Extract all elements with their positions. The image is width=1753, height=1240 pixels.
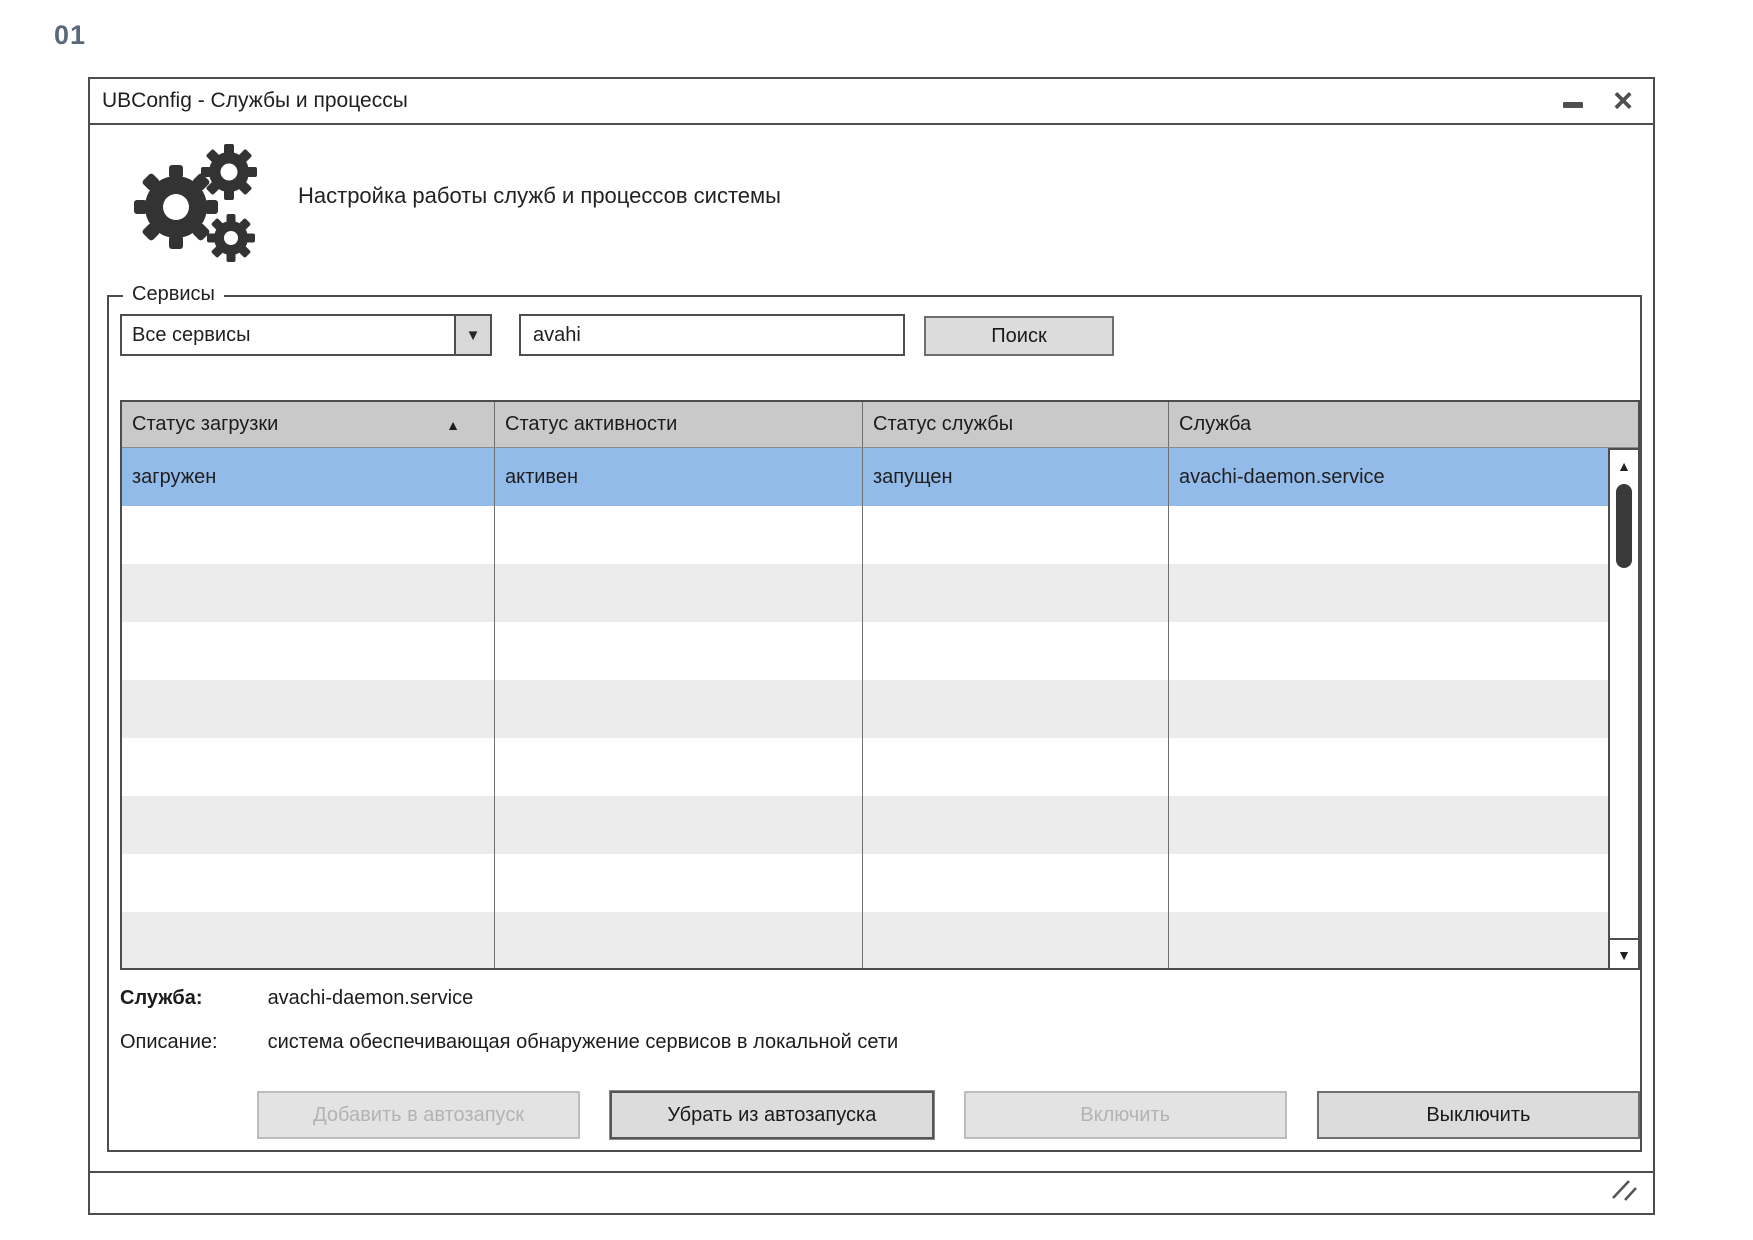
chevron-down-icon: ▼ (465, 326, 481, 344)
table-row-empty (122, 506, 1638, 564)
remove-from-autostart-button[interactable]: Убрать из автозапуска (610, 1091, 933, 1139)
column-header-service-status[interactable]: Статус службы (863, 402, 1169, 447)
scroll-down-button[interactable] (1610, 938, 1638, 970)
table-body (122, 448, 1638, 968)
window-title: UBConfig - Службы и процессы (102, 89, 408, 112)
groupbox-legend: Сервисы (123, 283, 224, 306)
service-label: Служба: (120, 987, 203, 1009)
service-filter-dropdown[interactable] (120, 314, 492, 356)
description-label: Описание: (120, 1031, 218, 1053)
action-buttons-bar (257, 1091, 1640, 1139)
description-value: система обеспечивающая обнаружение сервисов в локальной сети (267, 1031, 899, 1053)
column-header-service[interactable]: Служба (1179, 413, 1252, 435)
minimize-button[interactable] (1553, 79, 1593, 123)
table-row-empty (122, 854, 1638, 912)
service-value: avachi-daemon.service (267, 987, 474, 1009)
column-header-active-status[interactable]: Статус активности (495, 402, 863, 447)
description-info-row (120, 1031, 898, 1054)
scrollbar-thumb[interactable] (1616, 484, 1632, 568)
dropdown-selected-value: Все сервисы (132, 323, 251, 346)
table-row-empty (122, 738, 1638, 796)
figure-number-label: 01 (54, 20, 87, 50)
minimize-icon (1563, 102, 1583, 108)
table-header (122, 402, 1638, 448)
scroll-up-icon: ▲ (1617, 458, 1631, 474)
vertical-scrollbar[interactable] (1608, 448, 1638, 970)
enable-service-button[interactable]: Включить (964, 1091, 1287, 1139)
search-button[interactable]: Поиск (924, 316, 1114, 356)
service-info-row (120, 987, 473, 1010)
table-row-selected[interactable]: загружен активен запущен avachi-daemon.service (122, 448, 1638, 506)
gears-icon (130, 143, 265, 270)
window-titlebar[interactable] (90, 79, 1653, 125)
close-button[interactable] (1603, 79, 1643, 123)
services-table (120, 400, 1640, 970)
resize-grip-icon[interactable] (1609, 1176, 1643, 1207)
sort-asc-icon: ▲ (446, 416, 460, 433)
page-title: Настройка работы служб и процессов системы (298, 183, 781, 208)
search-input[interactable] (519, 314, 905, 356)
add-to-autostart-button[interactable]: Добавить в автозапуск (257, 1091, 580, 1139)
scroll-down-icon: ▼ (1617, 947, 1631, 963)
disable-service-button[interactable]: Выключить (1317, 1091, 1640, 1139)
table-row-empty (122, 796, 1638, 854)
table-row-empty (122, 680, 1638, 738)
close-icon: × (1613, 82, 1633, 120)
table-row-empty (122, 622, 1638, 680)
dropdown-button[interactable] (454, 316, 490, 354)
scroll-up-button[interactable] (1610, 450, 1638, 482)
table-row-empty (122, 564, 1638, 622)
column-header-load-status[interactable]: Статус загрузки ▲ (122, 402, 495, 447)
app-window (88, 77, 1655, 1215)
table-row-empty (122, 912, 1638, 970)
status-bar (90, 1171, 1653, 1213)
